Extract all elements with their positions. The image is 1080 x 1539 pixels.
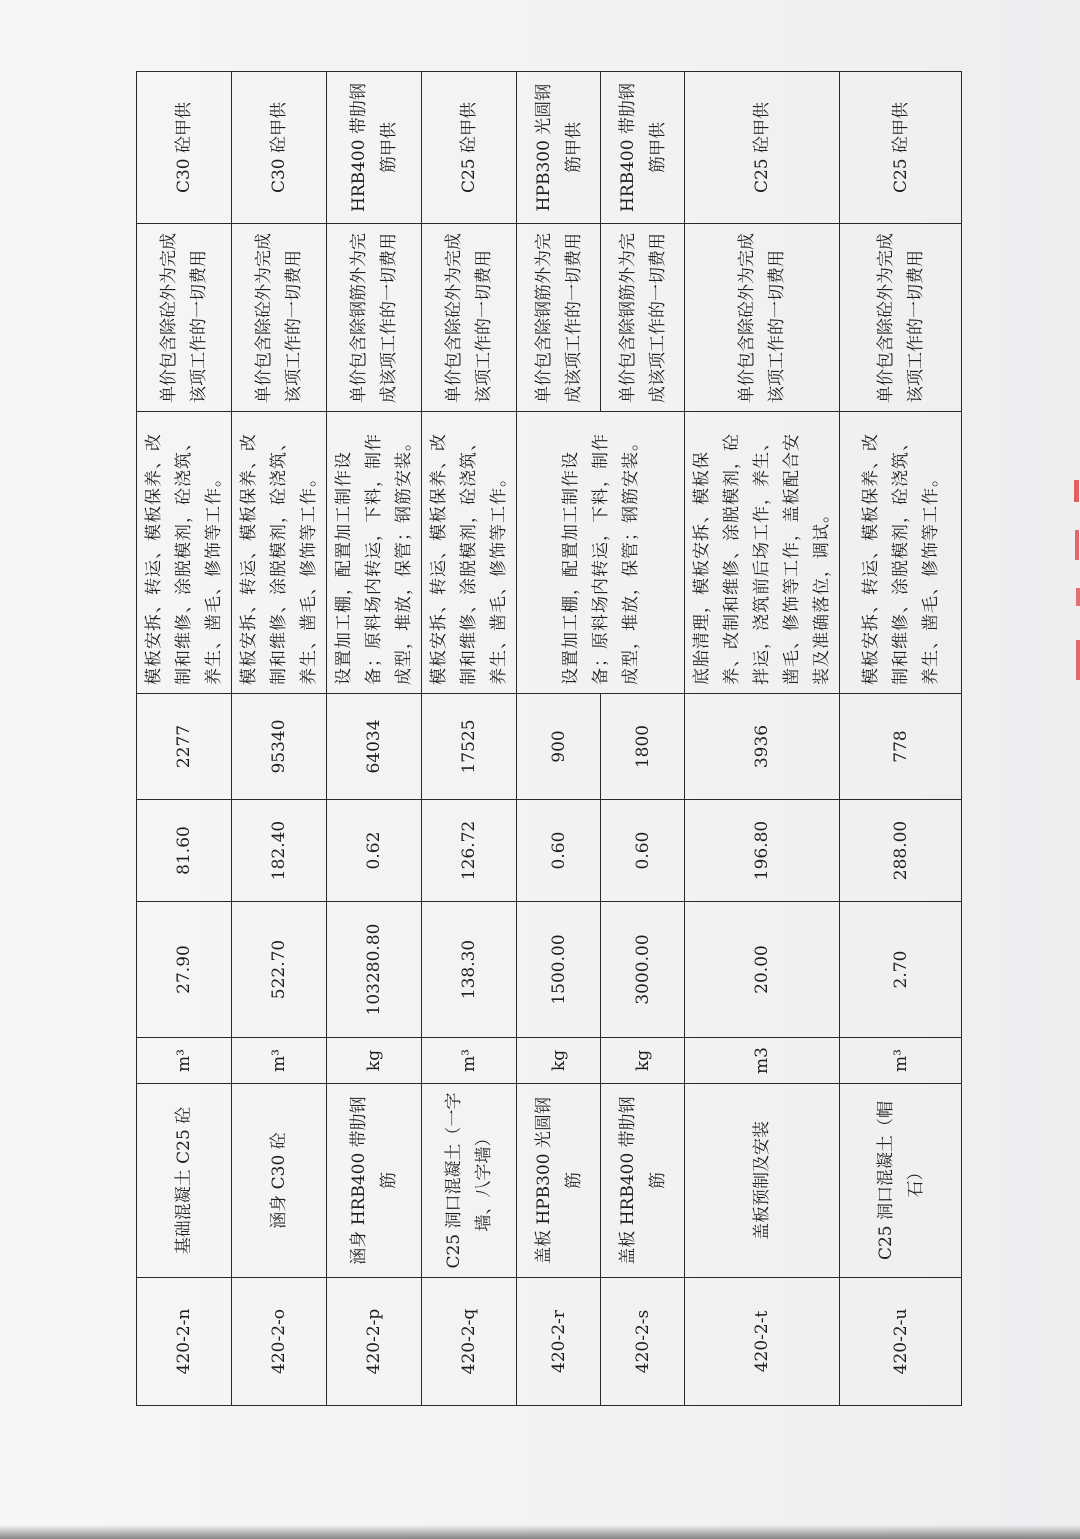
item-note: 单价包含除砼外为完成该项工作的一切费用 [422, 224, 517, 412]
item-unit: m³ [422, 1038, 517, 1084]
item-work-content: 模板安拆、转运、模板保养、改制和维修、涂脱模剂，砼浇筑、养生、凿毛、修饰等工作。 [422, 412, 517, 694]
scan-bottom-edge [0, 1525, 1080, 1539]
item-supply: HPB300 光圆钢筋甲供 [517, 72, 601, 224]
item-name: 基础混凝土 C25 砼 [137, 1084, 232, 1278]
item-code: 420-2-u [840, 1278, 962, 1406]
table-row [232, 72, 327, 1406]
item-quantity: 2.70 [840, 902, 962, 1038]
item-name: C25 洞口混凝土（帽石） [840, 1084, 962, 1278]
item-unit-price: 0.60 [601, 800, 685, 902]
table-row [327, 72, 422, 1406]
item-total: 64034 [327, 694, 422, 800]
table-row [422, 72, 517, 1406]
item-code: 420-2-s [601, 1278, 685, 1406]
item-note: 单价包含除钢筋外为完成该项工作的一切费用 [601, 224, 685, 412]
red-stamp-edge [1066, 470, 1080, 700]
item-unit: m³ [840, 1038, 962, 1084]
item-unit-price: 126.72 [422, 800, 517, 902]
item-quantity: 138.30 [422, 902, 517, 1038]
item-code: 420-2-r [517, 1278, 601, 1406]
price-table [136, 71, 962, 1406]
item-quantity: 103280.80 [327, 902, 422, 1038]
item-supply: HRB400 带肋钢筋甲供 [601, 72, 685, 224]
item-total: 95340 [232, 694, 327, 800]
item-unit-price: 81.60 [137, 800, 232, 902]
item-name: C25 洞口混凝土（一字墙、八字墙） [422, 1084, 517, 1278]
item-total: 1800 [601, 694, 685, 800]
item-name: 盖板预制及安装 [685, 1084, 840, 1278]
item-work-content: 模板安拆、转运、模板保养、改制和维修、涂脱模剂，砼浇筑、养生、凿毛、修饰等工作。 [840, 412, 962, 694]
item-note: 单价包含除钢筋外为完成该项工作的一切费用 [517, 224, 601, 412]
item-name: 盖板 HPB300 光圆钢筋 [517, 1084, 601, 1278]
item-unit: m³ [232, 1038, 327, 1084]
item-work-content: 模板安拆、转运、模板保养、改制和维修、涂脱模剂，砼浇筑、养生、凿毛、修饰等工作。 [137, 412, 232, 694]
item-code: 420-2-t [685, 1278, 840, 1406]
item-note: 单价包含除砼外为完成该项工作的一切费用 [840, 224, 962, 412]
item-unit-price: 182.40 [232, 800, 327, 902]
table-row [137, 72, 232, 1406]
item-unit-price: 196.80 [685, 800, 840, 902]
item-supply: C30 砼甲供 [232, 72, 327, 224]
item-quantity: 3000.00 [601, 902, 685, 1038]
table-row [601, 72, 685, 1406]
item-supply: C25 砼甲供 [422, 72, 517, 224]
item-unit-price: 0.60 [517, 800, 601, 902]
item-name: 涵身 HRB400 带肋钢筋 [327, 1084, 422, 1278]
item-unit: m3 [685, 1038, 840, 1084]
item-quantity: 1500.00 [517, 902, 601, 1038]
item-total: 3936 [685, 694, 840, 800]
item-unit: kg [601, 1038, 685, 1084]
item-supply: C30 砼甲供 [137, 72, 232, 224]
item-quantity: 27.90 [137, 902, 232, 1038]
item-total: 2277 [137, 694, 232, 800]
item-quantity: 20.00 [685, 902, 840, 1038]
item-work-content: 底胎清理，模板安拆、模板保养、改制和维修、涂脱模剂，砼拌运，浇筑前后场工作，养生、凿毛、修饰等工作，盖板配合安装及准确落位，调试。 [685, 412, 840, 694]
item-note: 单价包含除砼外为完成该项工作的一切费用 [232, 224, 327, 412]
item-code: 420-2-p [327, 1278, 422, 1406]
item-name: 盖板 HRB400 带肋钢筋 [601, 1084, 685, 1278]
table-row [517, 72, 601, 1406]
item-work-content: 设置加工棚，配置加工制作设备；原料场内转运，下料，制作成型，堆放，保管；钢筋安装。 [327, 412, 422, 694]
rotated-table-container [136, 72, 941, 1406]
item-unit-price: 0.62 [327, 800, 422, 902]
table-row [840, 72, 962, 1406]
item-code: 420-2-q [422, 1278, 517, 1406]
item-unit: kg [517, 1038, 601, 1084]
item-total: 17525 [422, 694, 517, 800]
item-unit: m³ [137, 1038, 232, 1084]
item-quantity: 522.70 [232, 902, 327, 1038]
item-total: 900 [517, 694, 601, 800]
item-note: 单价包含除钢筋外为完成该项工作的一切费用 [327, 224, 422, 412]
item-note: 单价包含除砼外为完成该项工作的一切费用 [137, 224, 232, 412]
item-name: 涵身 C30 砼 [232, 1084, 327, 1278]
table-row [685, 72, 840, 1406]
item-code: 420-2-n [137, 1278, 232, 1406]
item-unit: kg [327, 1038, 422, 1084]
item-work-content: 设置加工棚，配置加工制作设备；原料场内转运，下料，制作成型，堆放，保管；钢筋安装。 [517, 412, 685, 694]
item-code: 420-2-o [232, 1278, 327, 1406]
item-work-content: 模板安拆、转运、模板保养、改制和维修、涂脱模剂，砼浇筑、养生、凿毛、修饰等工作。 [232, 412, 327, 694]
item-total: 778 [840, 694, 962, 800]
item-unit-price: 288.00 [840, 800, 962, 902]
item-note: 单价包含除砼外为完成该项工作的一切费用 [685, 224, 840, 412]
item-supply: C25 砼甲供 [685, 72, 840, 224]
item-supply: HRB400 带肋钢筋甲供 [327, 72, 422, 224]
item-supply: C25 砼甲供 [840, 72, 962, 224]
